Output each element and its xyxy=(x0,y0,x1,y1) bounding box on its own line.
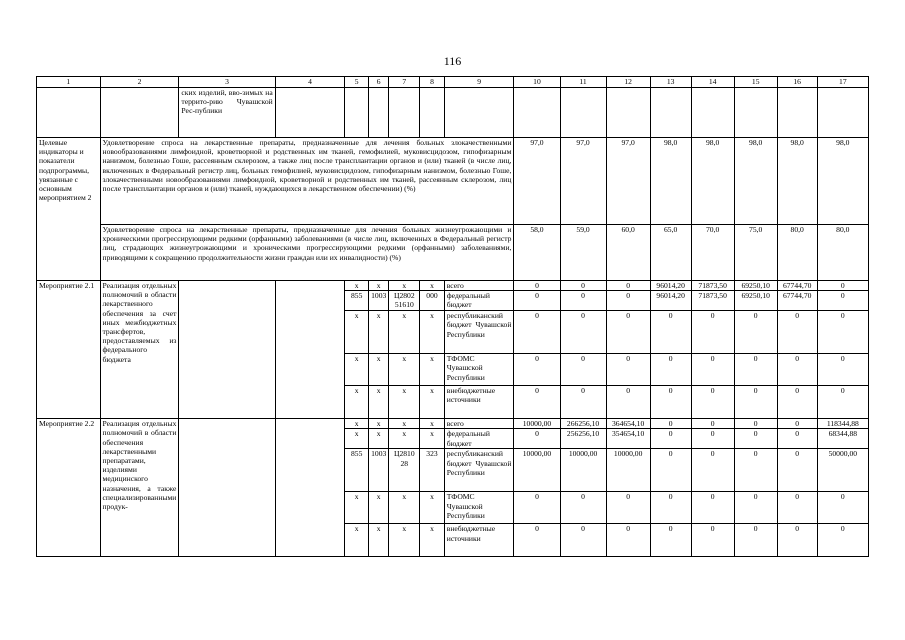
amount-cell: 118344,88 xyxy=(817,419,868,429)
amount-cell: 0 xyxy=(817,524,868,557)
amount-cell: 0 xyxy=(606,354,650,386)
amount-cell: 0 xyxy=(560,492,606,524)
indicator-2-value: 70,0 xyxy=(691,225,734,281)
amount-cell: 69250,10 xyxy=(734,281,777,291)
code-cell: x xyxy=(368,429,388,449)
amount-cell: 0 xyxy=(650,429,691,449)
indicators-label: Целевые индикаторы и показатели подпрограммы, увязанные с основным мероприятием 2 xyxy=(37,138,101,281)
code-cell: x xyxy=(345,419,369,429)
code-cell: x xyxy=(368,311,388,354)
amount-cell: 0 xyxy=(691,419,734,429)
amount-cell: 0 xyxy=(514,311,560,354)
funding-source: республиканский бюджет Чувашской Республики xyxy=(444,449,514,492)
amount-cell: 0 xyxy=(777,449,817,492)
indicator-2-value: 75,0 xyxy=(734,225,777,281)
code-cell: x xyxy=(368,492,388,524)
amount-cell: 0 xyxy=(734,386,777,419)
amount-cell: 0 xyxy=(734,449,777,492)
amount-cell: 0 xyxy=(777,386,817,419)
amount-cell: 0 xyxy=(650,524,691,557)
amount-cell: 0 xyxy=(514,386,560,419)
event-description: Реализация отдельных полномочий в области обеспечения лекарственными препаратами, изделиями медицинского назначения, а также специализированными продук- xyxy=(100,419,179,557)
indicator-row-1 xyxy=(37,138,869,225)
amount-cell: 71873,50 xyxy=(691,281,734,291)
amount-cell: 0 xyxy=(734,419,777,429)
indicator-1-value: 98,0 xyxy=(734,138,777,225)
funding-source: ТФОМС Чувашской Республики xyxy=(444,492,514,524)
column-number: 9 xyxy=(444,77,514,88)
indicator-1-text: Удовлетворение спроса на лекарственные препараты, предназначенные для лечения больных злокачественными новообразованиями лимфоидной, кроветворной и родственных им тканей, гемофилией, муковисцидозом, гипофизарным нанизмом, болезнью Гоше, рассеянным склерозом, а также лиц после трансплантации органов и (или) тканей (в числе лиц, включенных в Федеральный регистр лиц, больных гемофилией, муковисцидозом, гипофизарным нанизмом, болезнью Гоше, злокачественными новообразованиями лимфоидной, кроветворной и родственных им тканей, рассеянным склерозом, лиц после трансплантации органов и (или) тканей, нуждающихся в лекарственном обеспечении) (%) xyxy=(100,138,514,225)
code-cell: x xyxy=(368,419,388,429)
amount-cell: 0 xyxy=(691,492,734,524)
indicator-1-value: 98,0 xyxy=(650,138,691,225)
amount-cell: 0 xyxy=(777,492,817,524)
amount-cell: 0 xyxy=(691,386,734,419)
column-number: 16 xyxy=(777,77,817,88)
code-cell: x xyxy=(389,429,420,449)
code-cell: x xyxy=(345,386,369,419)
amount-cell: 0 xyxy=(691,354,734,386)
amount-cell: 0 xyxy=(650,492,691,524)
amount-cell: 0 xyxy=(606,386,650,419)
amount-cell: 0 xyxy=(650,311,691,354)
column-number: 17 xyxy=(817,77,868,88)
amount-cell: 0 xyxy=(817,354,868,386)
amount-cell: 0 xyxy=(514,524,560,557)
column-number: 7 xyxy=(389,77,420,88)
amount-cell: 0 xyxy=(777,311,817,354)
indicator-row-2 xyxy=(37,225,869,281)
amount-cell: 354654,10 xyxy=(606,429,650,449)
amount-cell: 0 xyxy=(734,524,777,557)
amount-cell: 0 xyxy=(817,281,868,291)
code-cell: 000 xyxy=(420,291,445,311)
code-cell: x xyxy=(368,281,388,291)
amount-cell: 0 xyxy=(734,354,777,386)
funding-source: всего xyxy=(444,281,514,291)
amount-cell: 256256,10 xyxy=(560,429,606,449)
code-cell: x xyxy=(420,386,445,419)
amount-cell: 96014,20 xyxy=(650,291,691,311)
amount-cell: 0 xyxy=(650,419,691,429)
amount-cell: 0 xyxy=(560,291,606,311)
column-number: 6 xyxy=(368,77,388,88)
event-2-row xyxy=(37,419,869,429)
amount-cell: 0 xyxy=(606,311,650,354)
code-cell: 1003 xyxy=(368,291,388,311)
code-cell: x xyxy=(389,492,420,524)
code-cell: x xyxy=(368,354,388,386)
continuation-row xyxy=(37,88,869,138)
code-cell: x xyxy=(389,354,420,386)
column-number: 12 xyxy=(606,77,650,88)
code-cell: x xyxy=(420,492,445,524)
amount-cell: 0 xyxy=(650,386,691,419)
event-label: Мероприятие 2.2 xyxy=(37,419,101,557)
code-cell: 323 xyxy=(420,449,445,492)
column-number: 15 xyxy=(734,77,777,88)
amount-cell: 0 xyxy=(560,386,606,419)
amount-cell: 0 xyxy=(734,492,777,524)
funding-source: внебюджетные источники xyxy=(444,524,514,557)
amount-cell: 71873,50 xyxy=(691,291,734,311)
amount-cell: 0 xyxy=(606,281,650,291)
amount-cell: 0 xyxy=(691,429,734,449)
amount-cell: 0 xyxy=(514,291,560,311)
amount-cell: 0 xyxy=(560,281,606,291)
code-cell: x xyxy=(389,386,420,419)
amount-cell: 0 xyxy=(817,492,868,524)
code-cell: Ц2810 28 xyxy=(389,449,420,492)
indicator-2-value: 80,0 xyxy=(777,225,817,281)
column-number: 2 xyxy=(100,77,179,88)
column-number: 8 xyxy=(420,77,445,88)
column-number: 14 xyxy=(691,77,734,88)
amount-cell: 0 xyxy=(691,524,734,557)
code-cell: x xyxy=(420,419,445,429)
code-cell: x xyxy=(345,311,369,354)
amount-cell: 0 xyxy=(560,311,606,354)
amount-cell: 96014,20 xyxy=(650,281,691,291)
code-cell: x xyxy=(389,524,420,557)
funding-source: ТФОМС Чувашской Республики xyxy=(444,354,514,386)
event-1-row xyxy=(37,281,869,291)
empty-cell xyxy=(179,281,275,419)
amount-cell: 0 xyxy=(777,419,817,429)
code-cell: x xyxy=(368,524,388,557)
code-cell: x xyxy=(389,419,420,429)
indicator-2-value: 80,0 xyxy=(817,225,868,281)
column-number: 13 xyxy=(650,77,691,88)
funding-source: всего xyxy=(444,419,514,429)
amount-cell: 0 xyxy=(560,524,606,557)
amount-cell: 0 xyxy=(734,429,777,449)
amount-cell: 67744,70 xyxy=(777,281,817,291)
indicator-2-value: 58,0 xyxy=(514,225,560,281)
indicator-1-value: 98,0 xyxy=(777,138,817,225)
amount-cell: 0 xyxy=(691,311,734,354)
amount-cell: 0 xyxy=(691,449,734,492)
amount-cell: 10000,00 xyxy=(514,449,560,492)
empty-cell xyxy=(275,281,345,419)
column-number-row xyxy=(37,77,869,88)
code-cell: x xyxy=(420,429,445,449)
column-number: 11 xyxy=(560,77,606,88)
amount-cell: 266256,10 xyxy=(560,419,606,429)
indicator-1-value: 97,0 xyxy=(560,138,606,225)
indicator-2-value: 59,0 xyxy=(560,225,606,281)
code-cell: x xyxy=(420,354,445,386)
amount-cell: 10000,00 xyxy=(560,449,606,492)
code-cell: x xyxy=(345,492,369,524)
amount-cell: 0 xyxy=(606,492,650,524)
column-number: 5 xyxy=(345,77,369,88)
funding-source: республиканский бюджет Чувашской Республики xyxy=(444,311,514,354)
page-number: 116 xyxy=(443,54,462,68)
code-cell: x xyxy=(345,281,369,291)
amount-cell: 0 xyxy=(817,386,868,419)
column-number: 10 xyxy=(514,77,560,88)
amount-cell: 0 xyxy=(650,449,691,492)
indicator-2-value: 60,0 xyxy=(606,225,650,281)
code-cell: x xyxy=(420,311,445,354)
funding-source: внебюджетные источники xyxy=(444,386,514,419)
amount-cell: 10000,00 xyxy=(606,449,650,492)
amount-cell: 364654,10 xyxy=(606,419,650,429)
empty-cell xyxy=(275,419,345,557)
amount-cell: 67744,70 xyxy=(777,291,817,311)
amount-cell: 0 xyxy=(817,291,868,311)
indicator-1-value: 98,0 xyxy=(691,138,734,225)
indicator-2-value: 65,0 xyxy=(650,225,691,281)
amount-cell: 0 xyxy=(514,429,560,449)
amount-cell: 0 xyxy=(560,354,606,386)
amount-cell: 68344,88 xyxy=(817,429,868,449)
code-cell: x xyxy=(345,429,369,449)
amount-cell: 0 xyxy=(650,354,691,386)
amount-cell: 0 xyxy=(514,492,560,524)
funding-source: федеральный бюджет xyxy=(444,291,514,311)
amount-cell: 10000,00 xyxy=(514,419,560,429)
column-number: 4 xyxy=(275,77,345,88)
cont-col3: ских изделий, вво-зимых на террито-рию Чувашской Рес-публики xyxy=(179,88,275,138)
indicator-1-value: 97,0 xyxy=(606,138,650,225)
program-table xyxy=(36,76,869,557)
code-cell: x xyxy=(420,524,445,557)
code-cell: Ц2802 51610 xyxy=(389,291,420,311)
code-cell: x xyxy=(345,354,369,386)
indicator-2-text: Удовлетворение спроса на лекарственные препараты, предназначенные для лечения больных жизнеугрожающими и хроническими прогрессирующими редкими (орфанными) заболеваниями (в числе лиц, включенных в Федеральный регистр лиц, страдающих жизнеугрожающими и хроническими прогрессирующими редкими (орфанными) заболеваниями, приводящими к сокращению продолжительности жизни граждан или их инвалидности) (%) xyxy=(100,225,514,281)
amount-cell: 0 xyxy=(734,311,777,354)
funding-source: федеральный бюджет xyxy=(444,429,514,449)
code-cell: x xyxy=(389,311,420,354)
code-cell: 855 xyxy=(345,449,369,492)
code-cell: x xyxy=(345,524,369,557)
column-number: 1 xyxy=(37,77,101,88)
event-label: Мероприятие 2.1 xyxy=(37,281,101,419)
code-cell: x xyxy=(389,281,420,291)
code-cell: x xyxy=(420,281,445,291)
amount-cell: 0 xyxy=(606,524,650,557)
amount-cell: 0 xyxy=(777,429,817,449)
event-description: Реализация отдельных полномочий в области лекарственного обеспечения за счет иных межбюджетных трансфертов, предоставляемых из федерального бюджета xyxy=(100,281,179,419)
amount-cell: 69250,10 xyxy=(734,291,777,311)
code-cell: 855 xyxy=(345,291,369,311)
indicator-1-value: 98,0 xyxy=(817,138,868,225)
amount-cell: 0 xyxy=(606,291,650,311)
indicator-1-value: 97,0 xyxy=(514,138,560,225)
empty-cell xyxy=(179,419,275,557)
column-number: 3 xyxy=(179,77,275,88)
code-cell: x xyxy=(368,386,388,419)
amount-cell: 0 xyxy=(514,281,560,291)
amount-cell: 50000,00 xyxy=(817,449,868,492)
amount-cell: 0 xyxy=(514,354,560,386)
amount-cell: 0 xyxy=(817,311,868,354)
amount-cell: 0 xyxy=(777,354,817,386)
amount-cell: 0 xyxy=(777,524,817,557)
code-cell: 1003 xyxy=(368,449,388,492)
